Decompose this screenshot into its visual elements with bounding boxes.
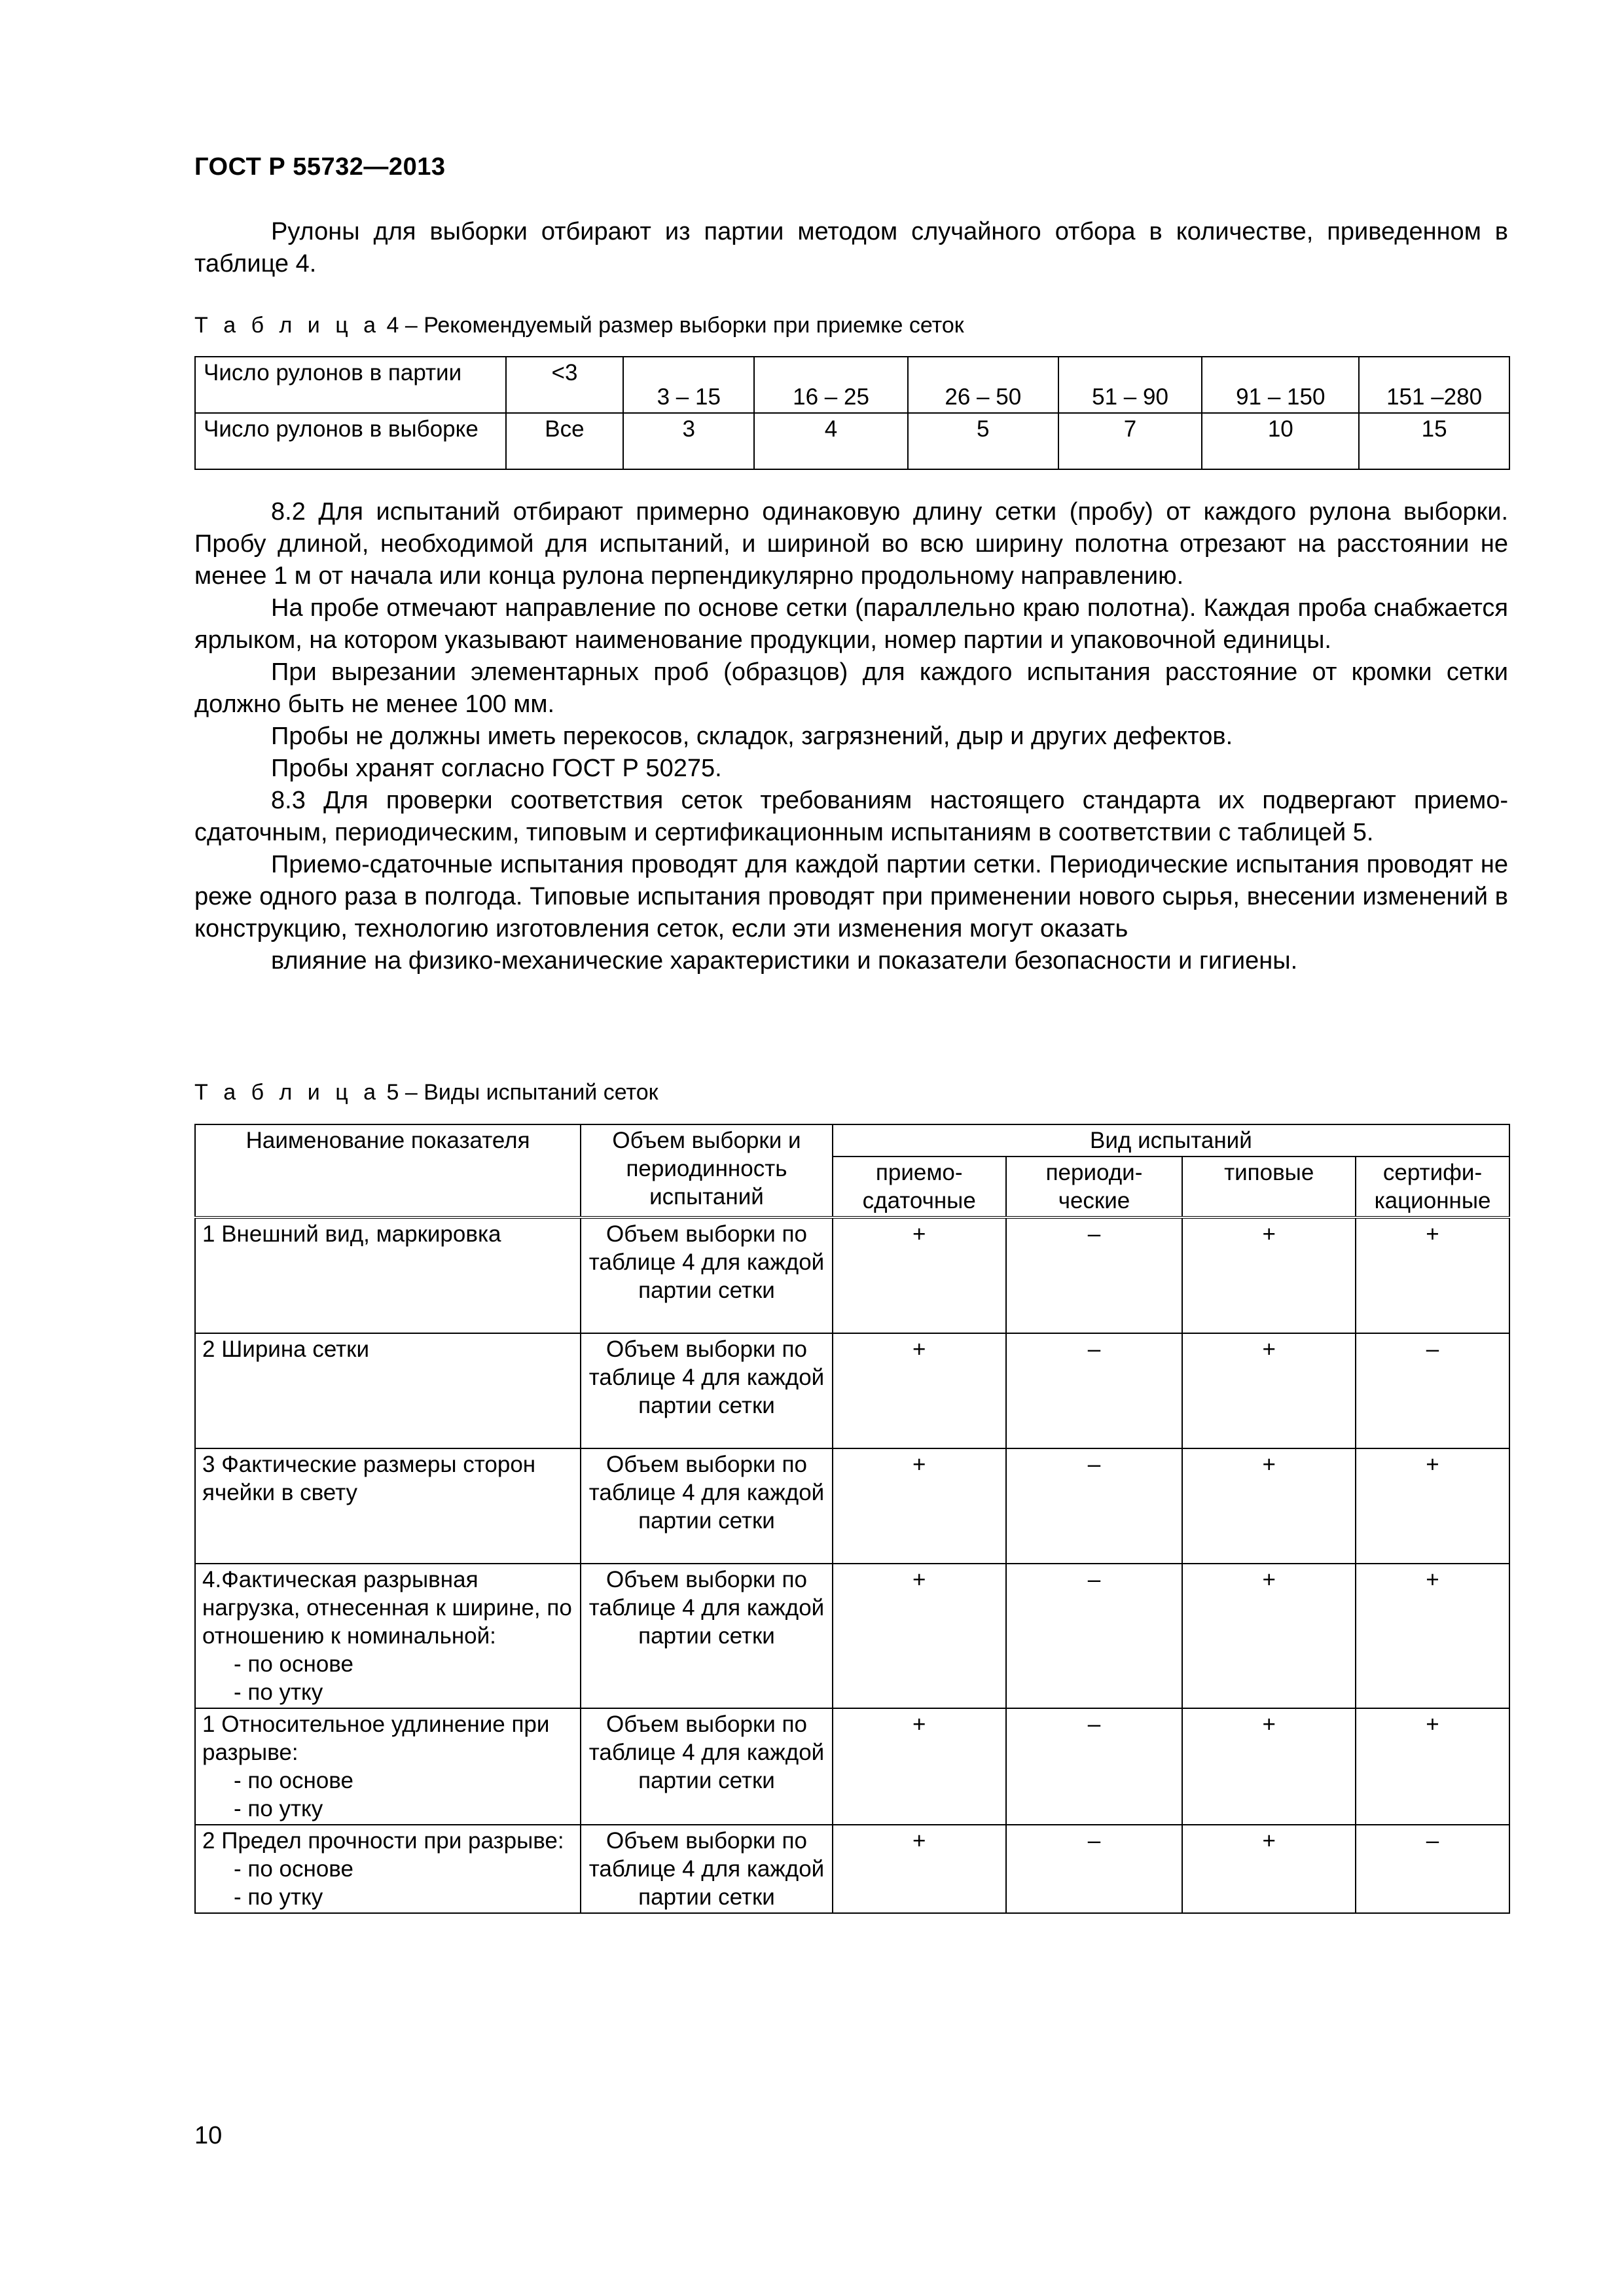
table5-mark: +	[833, 1825, 1006, 1913]
table5-mark: –	[1356, 1825, 1509, 1913]
table5-row-name: 3 Фактические размеры сторон ячейки в свету	[195, 1448, 581, 1564]
table5-subhead: периоди-ческие	[1006, 1157, 1183, 1217]
table5-row-volume: Объем выборки по таблице 4 для каждой партии сетки	[581, 1217, 833, 1333]
table4-cell: 16 – 25	[754, 357, 908, 413]
table-5	[194, 1124, 1510, 1914]
table5-row-volume: Объем выборки по таблице 4 для каждой партии сетки	[581, 1448, 833, 1564]
table4-row-parties	[195, 357, 1509, 413]
table5-row-name: 2 Ширина сетки	[195, 1333, 581, 1448]
table4-row1-label: Число рулонов в партии	[195, 357, 506, 413]
table5-mark: +	[1182, 1448, 1356, 1564]
table4-cell: Все	[506, 413, 624, 469]
paragraph: Пробы не должны иметь перекосов, складок, загрязнений, дыр и других дефектов.	[271, 723, 1233, 750]
table5-mark: +	[833, 1217, 1006, 1333]
table5-row	[195, 1217, 1509, 1333]
table4-cell: 26 – 50	[908, 357, 1058, 413]
table5-subhead: сертифи-кационные	[1356, 1157, 1509, 1217]
table5-mark: –	[1356, 1333, 1509, 1448]
table5-row-sub: - по утку	[234, 1796, 323, 1821]
table4-cell: 51 – 90	[1058, 357, 1202, 413]
table5-mark: –	[1006, 1333, 1183, 1448]
page-number: 10	[194, 2122, 223, 2149]
table4-caption-text: 4 – Рекомендуемый размер выборки при приемке сеток	[380, 313, 964, 338]
table5-mark: +	[1182, 1825, 1356, 1913]
table5-row-name-cell	[195, 1708, 581, 1825]
table5-row-name-cell	[195, 1564, 581, 1708]
intro-text: Рулоны для выборки отбирают из партии методом случайного отбора в количестве, приведенном в таблице 4.	[194, 218, 1508, 278]
table5-row-name: 4.Фактическая разрывная нагрузка, отнесенная к ширине, по отношению к номинальной:	[202, 1567, 572, 1649]
table4-cell: 7	[1058, 413, 1202, 469]
table-4	[194, 356, 1510, 470]
table5-subhead: приемо-сдаточные	[833, 1157, 1006, 1217]
table5-caption-prefix: Т а б л и ц а	[194, 1080, 381, 1105]
table5-mark: +	[833, 1448, 1006, 1564]
table4-row-sample	[195, 413, 1509, 469]
paragraph: 8.3 Для проверки соответствия сеток требованиям настоящего стандарта их подвергают приемо-сдаточным, периодическим, типовым и сертификационным испытаниям в соответствии с таблицей 5.	[194, 787, 1508, 846]
table4-cell: 151 –280	[1359, 357, 1509, 413]
table5-row-sub: - по основе	[234, 1856, 353, 1882]
table5-caption	[194, 1080, 659, 1105]
table4-cell: <3	[506, 357, 624, 413]
table5-mark: +	[833, 1564, 1006, 1708]
table5-row	[195, 1825, 1509, 1913]
table5-row-sub: - по утку	[234, 1884, 323, 1910]
table5-row-volume: Объем выборки по таблице 4 для каждой партии сетки	[581, 1564, 833, 1708]
table5-row	[195, 1448, 1509, 1564]
table5-mark: –	[1006, 1564, 1183, 1708]
table5-mark: +	[833, 1708, 1006, 1825]
document-header: ГОСТ Р 55732—2013	[194, 153, 446, 181]
table5-row	[195, 1708, 1509, 1825]
body-text	[194, 496, 1508, 977]
table5-caption-text: 5 – Виды испытаний сеток	[380, 1080, 659, 1105]
table4-caption	[194, 313, 964, 338]
paragraph: Пробы хранят согласно ГОСТ Р 50275.	[271, 755, 722, 782]
table5-head-volume: Объем выборки и периодинность испытаний	[581, 1124, 833, 1217]
paragraph: 8.2 Для испытаний отбирают примерно одинаковую длину сетки (пробу) от каждого рулона выборки. Пробу длиной, необходимой для испытаний, и шириной во всю ширину полотна отрезают на расстоянии не менее 1 м от начала или конца рулона перпендикулярно продольному направлению.	[194, 498, 1508, 590]
table5-head-name: Наименование показателя	[195, 1124, 581, 1217]
table5-mark: +	[1356, 1217, 1509, 1333]
table5-mark: –	[1006, 1825, 1183, 1913]
table5-row-sub: - по основе	[234, 1768, 353, 1793]
table4-caption-prefix: Т а б л и ц а	[194, 313, 381, 338]
table5-mark: +	[1356, 1448, 1509, 1564]
table5-mark: +	[1182, 1708, 1356, 1825]
table5-mark: +	[833, 1333, 1006, 1448]
table5-row-sub: - по утку	[234, 1679, 323, 1705]
table5-mark: +	[1356, 1564, 1509, 1708]
table5-mark: +	[1182, 1564, 1356, 1708]
table5-mark: –	[1006, 1448, 1183, 1564]
paragraph: На пробе отмечают направление по основе сетки (параллельно краю полотна). Каждая проба снабжается ярлыком, на котором указывают наименование продукции, номер партии и упаковочной единицы.	[194, 594, 1508, 654]
paragraph: При вырезании элементарных проб (образцов) для каждого испытания расстояние от кромки сетки должно быть не менее 100 мм.	[194, 658, 1508, 718]
table5-mark: +	[1356, 1708, 1509, 1825]
table4-cell: 15	[1359, 413, 1509, 469]
table5-row-name: 2 Предел прочности при разрыве:	[202, 1828, 564, 1854]
table4-cell: 91 – 150	[1202, 357, 1359, 413]
table4-cell: 3	[623, 413, 754, 469]
table5-row-name-cell	[195, 1825, 581, 1913]
table5-head-kind: Вид испытаний	[833, 1124, 1509, 1157]
table4-cell: 3 – 15	[623, 357, 754, 413]
paragraph: влияние на физико-механические характеристики и показатели безопасности и гигиены.	[271, 947, 1298, 975]
table5-row-name: 1 Внешний вид, маркировка	[195, 1217, 581, 1333]
table5-mark: –	[1006, 1708, 1183, 1825]
table5-mark: +	[1182, 1333, 1356, 1448]
table5-row-name: 1 Относительное удлинение при разрыве:	[202, 1712, 550, 1765]
table4-cell: 10	[1202, 413, 1359, 469]
table5-row	[195, 1333, 1509, 1448]
table5-head-row	[195, 1124, 1509, 1157]
table5-row-volume: Объем выборки по таблице 4 для каждой партии сетки	[581, 1825, 833, 1913]
table5-mark: –	[1006, 1217, 1183, 1333]
paragraph: Приемо-сдаточные испытания проводят для каждой партии сетки. Периодические испытания проводят не реже одного раза в полгода. Типовые испытания проводят при применении нового сырья, внесении изменений в конструкцию, технологию изготовления сеток, если эти изменения могут оказать	[194, 851, 1508, 942]
table5-row-volume: Объем выборки по таблице 4 для каждой партии сетки	[581, 1708, 833, 1825]
table5-row	[195, 1564, 1509, 1708]
intro-paragraph	[194, 216, 1508, 280]
table5-mark: +	[1182, 1217, 1356, 1333]
table5-row-volume: Объем выборки по таблице 4 для каждой партии сетки	[581, 1333, 833, 1448]
table4-row2-label: Число рулонов в выборке	[195, 413, 506, 469]
table5-row-sub: - по основе	[234, 1651, 353, 1677]
table5-subhead: типовые	[1182, 1157, 1356, 1217]
table4-cell: 5	[908, 413, 1058, 469]
table4-cell: 4	[754, 413, 908, 469]
